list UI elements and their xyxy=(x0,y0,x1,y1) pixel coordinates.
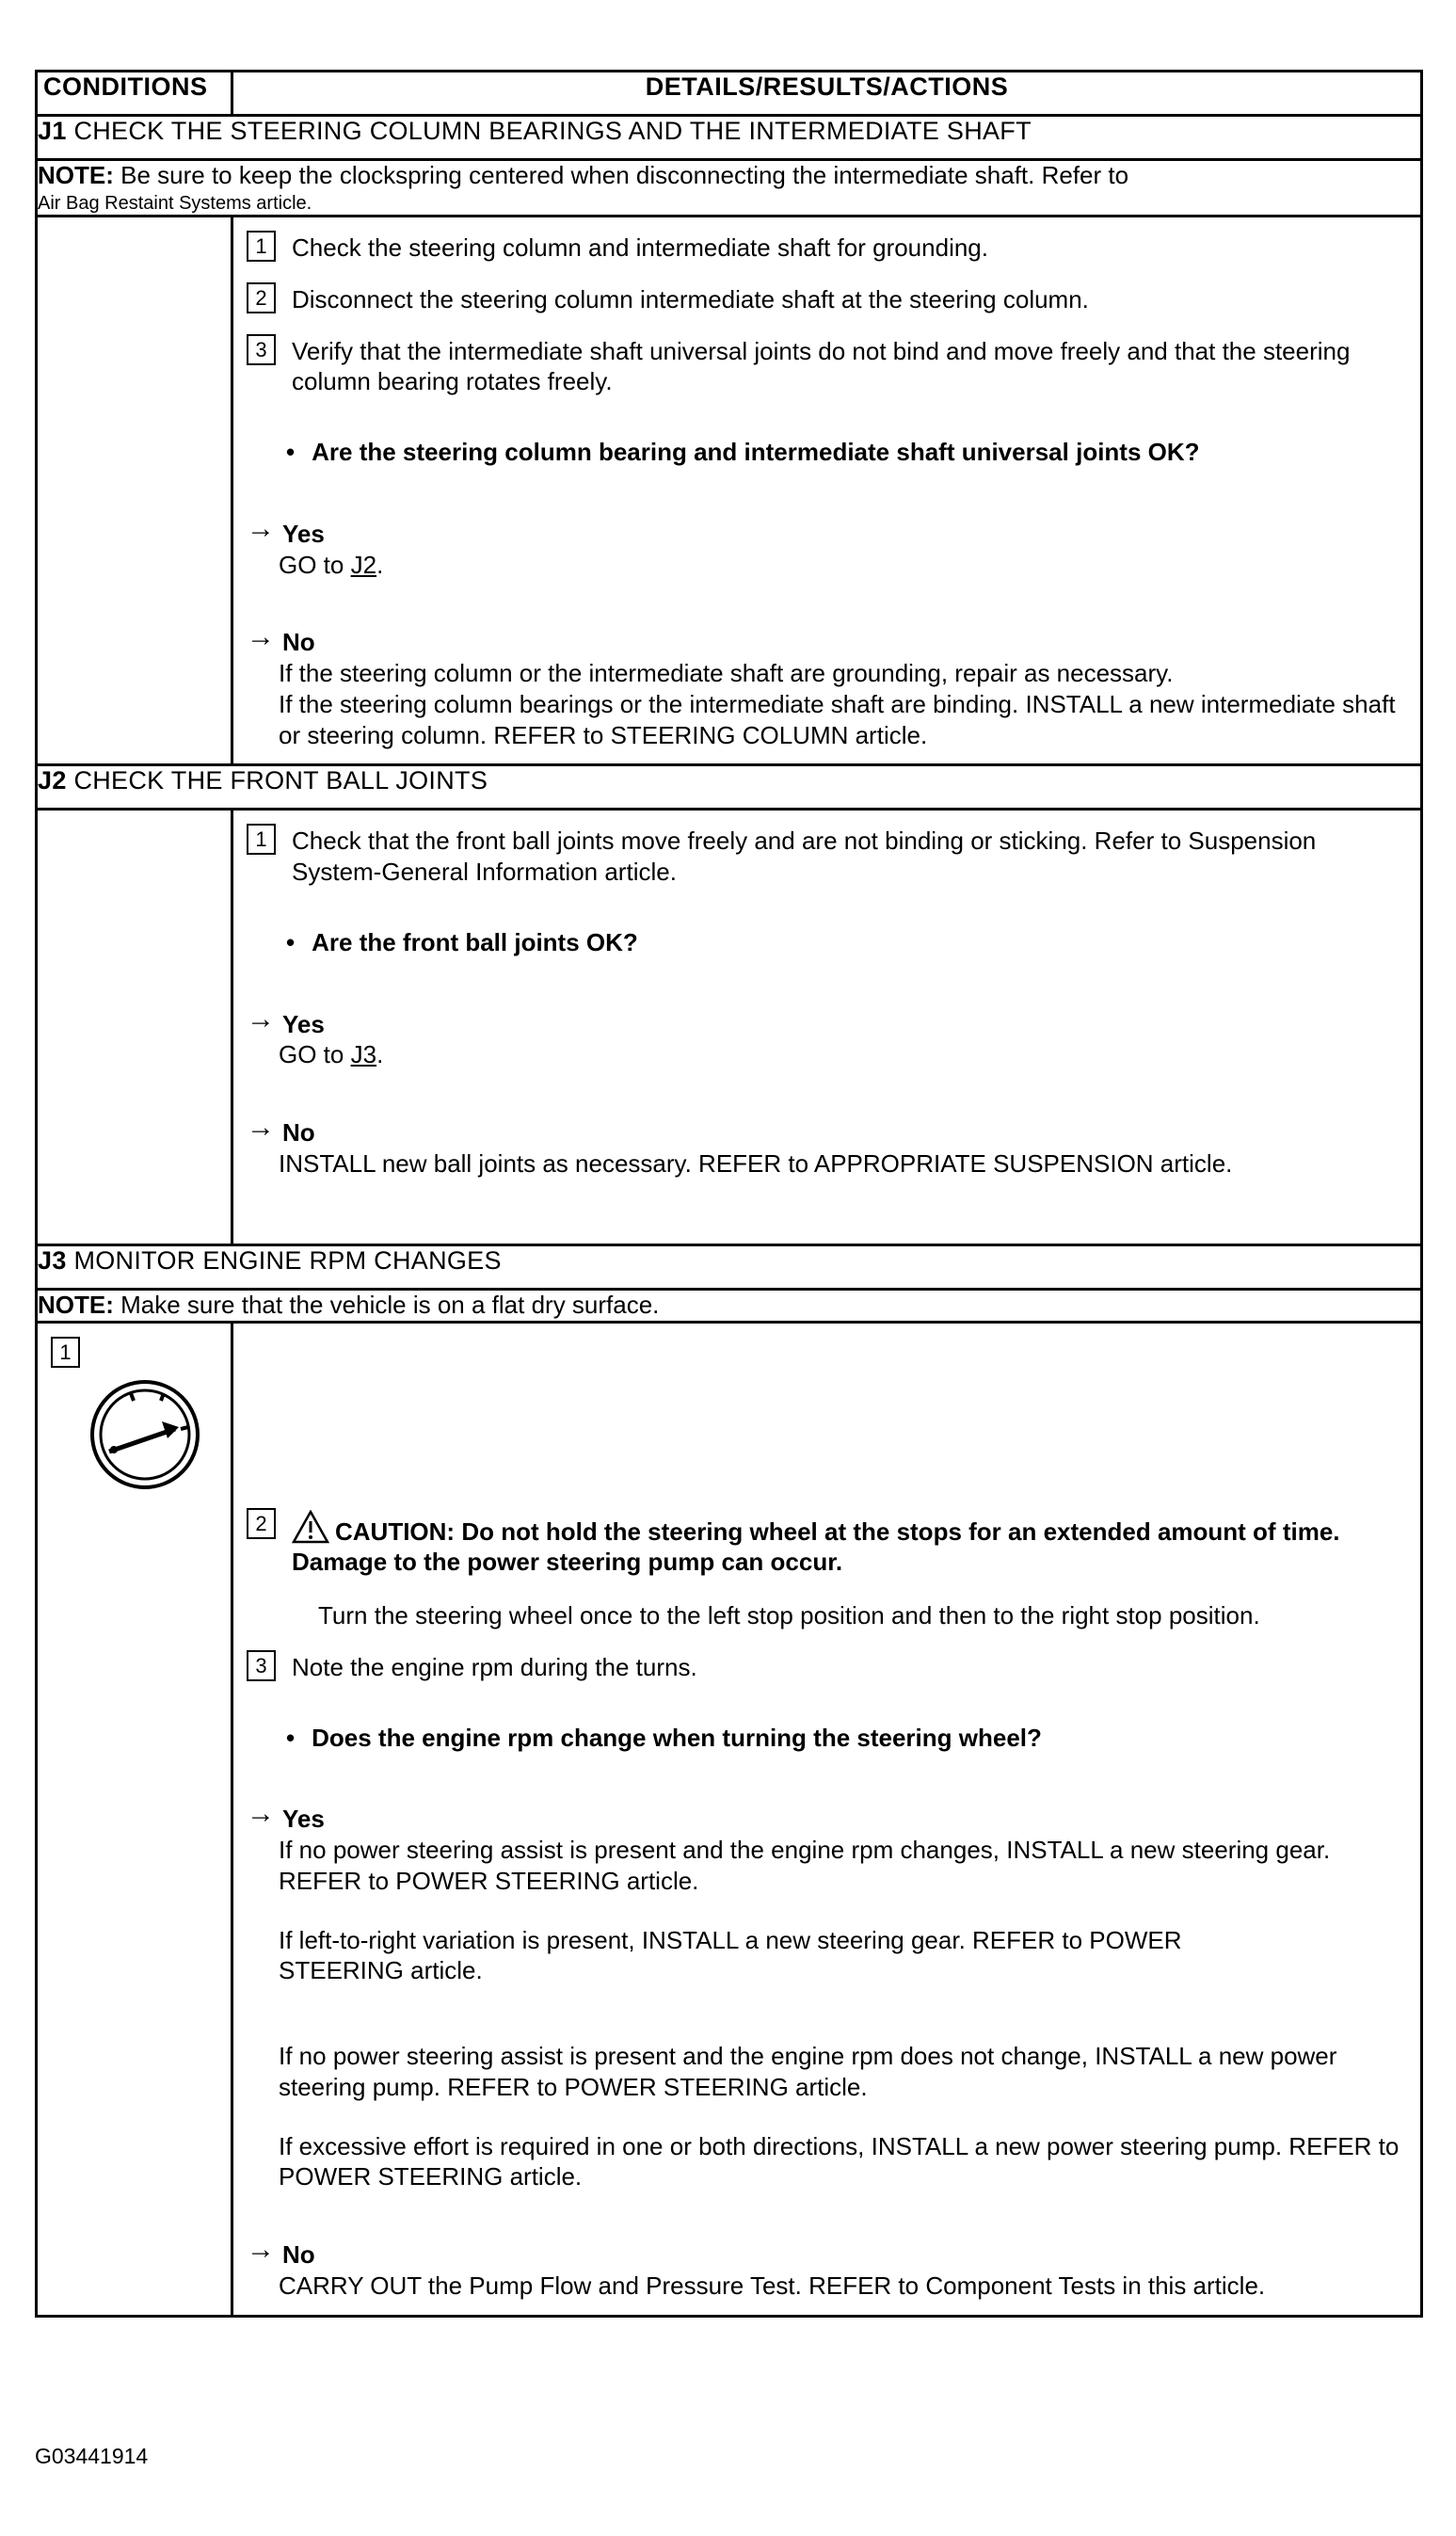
j3-note-row xyxy=(37,1290,1422,1322)
bullet-icon: • xyxy=(286,927,296,956)
diagnostic-table xyxy=(35,70,1423,2318)
j1-title: CHECK THE STEERING COLUMN BEARINGS AND THE INTERMEDIATE SHAFT xyxy=(73,117,1032,145)
j1-step-1 xyxy=(243,233,1411,264)
j3-code: J3 xyxy=(38,1246,67,1276)
goto-j2-link[interactable]: J2 xyxy=(350,550,377,579)
j2-yes-answer: → Yes GO to J3. xyxy=(243,1009,1411,1071)
j2-details-cell xyxy=(232,810,1422,1245)
step-number: 1 xyxy=(247,231,276,262)
step-text: Disconnect the steering column intermediate shaft at the steering column. xyxy=(292,284,1089,313)
step-number: 1 xyxy=(247,824,276,855)
step-text: Check the steering column and intermediate shaft for grounding. xyxy=(292,233,988,263)
j3-step-2-text: Turn the steering wheel once to the left stop position and then to the right stop position. xyxy=(318,1601,1260,1630)
j3-step-2 xyxy=(243,1510,1411,1579)
j3-yes-answer xyxy=(243,1798,1411,2192)
j3-yes-para-4: If excessive effort is required in one or both directions, INSTALL a new power steering pump. REFER to POWER STEERING article. xyxy=(279,2131,1400,2191)
no-label: No xyxy=(282,2240,315,2270)
j3-title: MONITOR ENGINE RPM CHANGES xyxy=(73,1246,502,1276)
j3-section-row xyxy=(37,1245,1422,1290)
j1-no-line-2: If the steering column bearings or the intermediate shaft are binding. INSTALL a new intermediate shaft or steering column. REFER to STEERING COLUMN article. xyxy=(279,689,1396,749)
j3-no-answer xyxy=(243,2234,1411,2302)
j1-step-3 xyxy=(243,336,1411,398)
goto-prefix: GO to xyxy=(279,1040,344,1069)
j1-step-2 xyxy=(243,284,1411,315)
warning-triangle-icon xyxy=(292,1510,329,1544)
step-number: 3 xyxy=(247,1650,276,1681)
j2-body-row xyxy=(37,810,1422,1245)
goto-prefix: GO to xyxy=(279,550,344,579)
arrow-right-icon: → xyxy=(247,1112,275,1144)
j3-step-3 xyxy=(243,1652,1411,1683)
j3-note-text: Make sure that the vehicle is on a flat dry surface. xyxy=(120,1291,660,1320)
step-text: Check that the front ball joints move freely and are not binding or sticking. Refer to Suspension System-General Information article. xyxy=(292,827,1317,887)
figure-id: G03441914 xyxy=(35,2444,149,2468)
j2-section-row xyxy=(37,765,1422,810)
j2-no-text: INSTALL new ball joints as necessary. REFER to APPROPRIATE SUSPENSION article. xyxy=(279,1148,1233,1178)
bullet-icon: • xyxy=(286,1723,296,1752)
diagnostic-table-page xyxy=(35,70,1420,2318)
arrow-right-icon: → xyxy=(247,512,275,544)
j1-no-answer xyxy=(243,621,1411,750)
j2-conditions-cell xyxy=(37,810,232,1245)
step-number: 1 xyxy=(51,1337,80,1368)
j1-section-row xyxy=(37,116,1422,160)
j1-yes-answer: → Yes GO to J2. xyxy=(243,519,1411,581)
step-text: Note the engine rpm during the turns. xyxy=(292,1652,697,1681)
j1-no-line-1: If the steering column or the intermediate shaft are grounding, repair as necessary. xyxy=(279,659,1174,688)
j2-question: • Are the front ball joints OK? xyxy=(286,927,638,956)
j2-no-answer xyxy=(243,1112,1411,1180)
step-text: Verify that the intermediate shaft universal joints do not bind and move freely and that the steering column bearing rotates freely. xyxy=(292,336,1351,396)
arrow-right-icon: → xyxy=(247,1798,275,1830)
j1-code: J1 xyxy=(38,117,67,145)
step-number: 2 xyxy=(247,282,276,313)
yes-label: Yes xyxy=(282,519,325,548)
gauge-icon xyxy=(38,1324,226,1512)
goto-j3-link[interactable]: J3 xyxy=(350,1040,377,1069)
arrow-right-icon: → xyxy=(247,1003,275,1035)
j3-details-cell xyxy=(232,1322,1422,2316)
table-header-row xyxy=(37,72,1422,116)
caution-text: CAUTION: Do not hold the steering wheel at the stops for an extended amount of time. Damage to the power steering pump can occur. xyxy=(292,1517,1340,1577)
step-number: 2 xyxy=(247,1508,276,1539)
j1-details-cell xyxy=(232,217,1422,765)
j2-code: J2 xyxy=(38,766,67,795)
j3-note-label: NOTE: xyxy=(38,1291,114,1320)
step-number: 3 xyxy=(247,334,276,365)
j1-note-label: NOTE: xyxy=(38,161,114,189)
j3-conditions-cell xyxy=(37,1322,232,2316)
bullet-icon: • xyxy=(286,438,296,467)
arrow-right-icon: → xyxy=(247,621,275,653)
j2-title: CHECK THE FRONT BALL JOINTS xyxy=(73,766,488,795)
j3-no-text: CARRY OUT the Pump Flow and Pressure Test. REFER to Component Tests in this article. xyxy=(279,2271,1266,2300)
j3-yes-para-2: If left-to-right variation is present, INSTALL a new steering gear. REFER to POWER STEERING article. xyxy=(279,1925,1182,1985)
yes-label: Yes xyxy=(282,1805,325,1834)
j2-step-1 xyxy=(243,826,1411,888)
arrow-right-icon: → xyxy=(247,2234,275,2266)
j3-yes-para-3: If no power steering assist is present and the engine rpm does not change, INSTALL a new power steering pump. REFER to POWER STEERING article. xyxy=(279,2042,1337,2101)
no-label: No xyxy=(282,628,315,657)
j3-yes-para-1: If no power steering assist is present and the engine rpm changes, INSTALL a new steering gear. REFER to POWER STEERING article. xyxy=(279,1836,1331,1895)
j3-body-row xyxy=(37,1322,1422,2316)
j1-note-row xyxy=(37,160,1422,217)
j1-note-small: Air Bag Restaint Systems article. xyxy=(38,193,312,215)
j3-question: • Does the engine rpm change when turning the steering wheel? xyxy=(286,1723,1042,1752)
yes-label: Yes xyxy=(282,1009,325,1038)
details-header: DETAILS/RESULTS/ACTIONS xyxy=(232,72,1422,116)
j1-conditions-cell xyxy=(37,217,232,765)
j1-note-text: Be sure to keep the clockspring centered when disconnecting the intermediate shaft. Refer to xyxy=(120,161,1129,189)
conditions-header: CONDITIONS xyxy=(37,72,232,116)
j1-body-row xyxy=(37,217,1422,765)
j1-question: • Are the steering column bearing and intermediate shaft universal joints OK? xyxy=(286,438,1200,467)
no-label: No xyxy=(282,1118,315,1148)
